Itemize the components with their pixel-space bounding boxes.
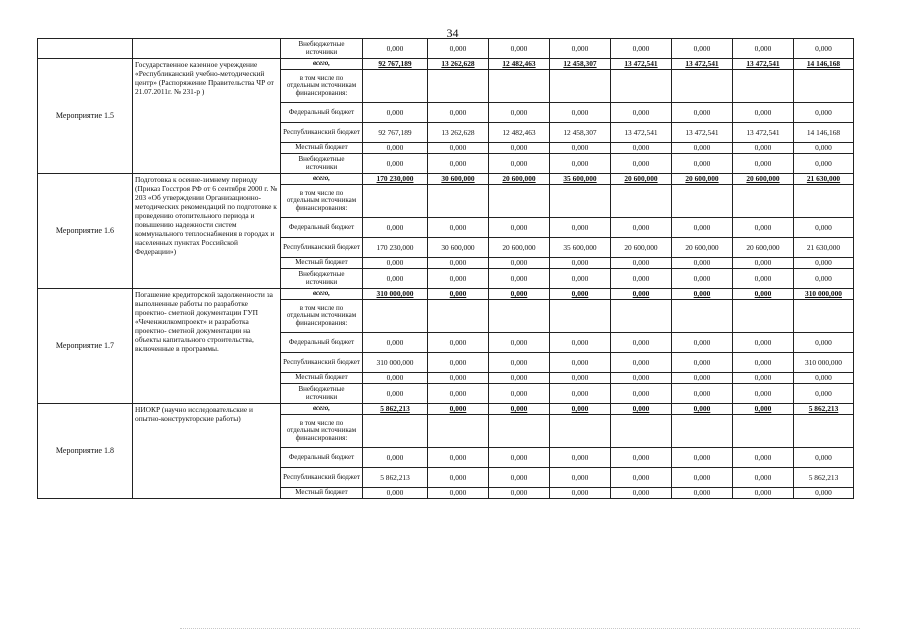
amount-year-cell: 20 600,000 [489, 174, 550, 185]
amount-total-cell: 0,000 [363, 448, 428, 468]
amount-year-cell: 13 472,541 [672, 123, 733, 143]
amount-year-cell: 0,000 [489, 218, 550, 238]
amount-year-cell [611, 70, 672, 103]
table-body [38, 39, 854, 499]
amount-total-cell: 310 000,000 [363, 353, 428, 373]
amount-year-cell: 0,000 [672, 468, 733, 488]
faint-footer-line [180, 628, 860, 631]
amount-year-cell: 0,000 [611, 384, 672, 404]
funding-source: Республиканский бюджет [281, 123, 363, 143]
amount-year-cell: 21 630,000 [794, 238, 854, 258]
amount-year-cell: 0,000 [611, 468, 672, 488]
amount-year-cell [550, 300, 611, 333]
amount-year-cell: 20 600,000 [489, 238, 550, 258]
funding-source: в том числе по отдельным источникам финансирования: [281, 300, 363, 333]
amount-year-cell [428, 415, 489, 448]
amount-year-cell: 0,000 [489, 154, 550, 174]
amount-year-cell: 0,000 [550, 154, 611, 174]
amount-year-cell: 0,000 [428, 143, 489, 154]
activity-cell-empty [38, 39, 133, 59]
funding-source: Местный бюджет [281, 488, 363, 499]
amount-year-cell: 0,000 [672, 353, 733, 373]
amount-total-cell: 0,000 [363, 258, 428, 269]
amount-year-cell: 0,000 [733, 258, 794, 269]
amount-year-cell: 310 000,000 [794, 353, 854, 373]
amount-year-cell: 0,000 [733, 448, 794, 468]
amount-year-cell: 5 862,213 [794, 404, 854, 415]
amount-year-cell: 0,000 [428, 289, 489, 300]
amount-year-cell: 0,000 [550, 269, 611, 289]
amount-year-cell [733, 300, 794, 333]
amount-total-cell: 0,000 [363, 373, 428, 384]
amount-year-cell: 30 600,000 [428, 174, 489, 185]
amount-year-cell: 0,000 [611, 143, 672, 154]
amount-year-cell: 0,000 [489, 269, 550, 289]
funding-source: Республиканский бюджет [281, 353, 363, 373]
amount-year-cell: 30 600,000 [428, 238, 489, 258]
amount-year-cell [672, 185, 733, 218]
amount-total-cell: 310 000,000 [363, 289, 428, 300]
amount-year-cell: 0,000 [733, 154, 794, 174]
amount-year-cell: 0,000 [794, 218, 854, 238]
amount-year-cell: 0,000 [794, 269, 854, 289]
amount-year-cell [794, 415, 854, 448]
amount-year-cell: 0,000 [550, 384, 611, 404]
amount-year-cell: 0,000 [672, 373, 733, 384]
amount-year-cell: 0,000 [550, 468, 611, 488]
amount-year-cell: 0,000 [611, 448, 672, 468]
amount-year-cell: 0,000 [794, 258, 854, 269]
funding-source: в том числе по отдельным источникам финансирования: [281, 70, 363, 103]
funding-source: Федеральный бюджет [281, 218, 363, 238]
amount-year-cell: 0,000 [794, 143, 854, 154]
funding-source: в том числе по отдельным источникам финансирования: [281, 185, 363, 218]
amount-year-cell: 0,000 [672, 258, 733, 269]
amount-year-cell: 20 600,000 [611, 174, 672, 185]
amount-year-cell: 0,000 [794, 333, 854, 353]
amount-year-cell: 20 600,000 [672, 238, 733, 258]
amount-total-cell: 170 230,000 [363, 174, 428, 185]
amount-year-cell: 20 600,000 [733, 174, 794, 185]
description-cell-empty [133, 39, 281, 59]
amount-year-cell [672, 415, 733, 448]
amount-year-cell: 0,000 [428, 333, 489, 353]
amount-year-cell: 0,000 [428, 103, 489, 123]
amount-total-cell: 0,000 [363, 103, 428, 123]
amount-year-cell [428, 300, 489, 333]
amount-total-cell [363, 70, 428, 103]
amount-year-cell: 0,000 [794, 488, 854, 499]
amount-year-cell: 0,000 [489, 488, 550, 499]
funding-source: Федеральный бюджет [281, 448, 363, 468]
funding-source: Внебюджетные источники [281, 154, 363, 174]
funding-source: Внебюджетные источники [281, 269, 363, 289]
amount-year-cell: 0,000 [489, 333, 550, 353]
amount-year-cell [428, 70, 489, 103]
amount-year-cell [794, 185, 854, 218]
amount-year-cell: 14 146,168 [794, 123, 854, 143]
amount-year-cell: 12 458,307 [550, 123, 611, 143]
funding-source: Республиканский бюджет [281, 238, 363, 258]
amount-year-cell: 0,000 [733, 218, 794, 238]
table-row [38, 174, 854, 185]
funding-source: Федеральный бюджет [281, 103, 363, 123]
amount-year-cell: 0,000 [672, 103, 733, 123]
amount-year-cell: 0,000 [489, 258, 550, 269]
amount-year-cell: 0,000 [428, 353, 489, 373]
amount-year-cell: 0,000 [733, 404, 794, 415]
amount-year-cell [611, 415, 672, 448]
amount-year-cell: 0,000 [611, 289, 672, 300]
amount-year-cell: 0,000 [611, 404, 672, 415]
amount-total-cell: 5 862,213 [363, 468, 428, 488]
amount-year-cell: 0,000 [489, 143, 550, 154]
amount-year-cell: 20 600,000 [672, 174, 733, 185]
activity-description: Погашение кредиторской задолженности за выполненные работы по разработке проектно- сметной документации ГУП «Чеченжилкомпроект» и разработка проектно- сметной документации на объекты капитального строительства, включенные в программы. [133, 289, 281, 404]
amount-year-cell: 0,000 [611, 333, 672, 353]
amount-year-cell: 35 600,000 [550, 174, 611, 185]
amount-total-cell: 92 767,189 [363, 59, 428, 70]
amount-year-cell [672, 300, 733, 333]
table-row [38, 289, 854, 300]
amount-year-cell: 0,000 [550, 488, 611, 499]
activity-name: Мероприятие 1.7 [38, 289, 133, 404]
amount-year-cell [733, 70, 794, 103]
amount-year-cell [794, 70, 854, 103]
amount-year-cell: 0,000 [550, 404, 611, 415]
amount-year-cell: 0,000 [794, 39, 854, 59]
amount-total-cell [363, 300, 428, 333]
funding-source: в том числе по отдельным источникам финансирования: [281, 415, 363, 448]
funding-source: Местный бюджет [281, 258, 363, 269]
amount-year-cell: 0,000 [794, 384, 854, 404]
funding-source: всего, [281, 404, 363, 415]
amount-total-cell [363, 415, 428, 448]
amount-year-cell [489, 185, 550, 218]
page-number: 34 [446, 26, 459, 40]
amount-year-cell: 35 600,000 [550, 238, 611, 258]
funding-source: Федеральный бюджет [281, 333, 363, 353]
amount-year-cell: 0,000 [794, 154, 854, 174]
amount-year-cell [428, 185, 489, 218]
amount-year-cell [550, 70, 611, 103]
amount-total-cell: 0,000 [363, 154, 428, 174]
amount-total-cell: 92 767,189 [363, 123, 428, 143]
funding-source: Республиканский бюджет [281, 468, 363, 488]
amount-total-cell: 0,000 [363, 488, 428, 499]
amount-year-cell: 5 862,213 [794, 468, 854, 488]
amount-year-cell: 0,000 [794, 373, 854, 384]
funding-source: Внебюджетные источники [281, 39, 363, 59]
activity-description: Подготовка к осенне-зимнему периоду (Приказ Госстроя РФ от 6 сентября 2000 г. № 203 «Об утверждении Организационно-методических рекомендаций по подготовке к проведению отопительного периода и повышению надежности систем коммунального теплоснабжения в городах и населенных пунктах Российской Федерации») [133, 174, 281, 289]
funding-source: Внебюджетные источники [281, 384, 363, 404]
activity-name: Мероприятие 1.5 [38, 59, 133, 174]
amount-year-cell: 0,000 [733, 468, 794, 488]
amount-year-cell [733, 415, 794, 448]
amount-year-cell: 0,000 [611, 353, 672, 373]
amount-year-cell: 0,000 [428, 468, 489, 488]
amount-year-cell: 0,000 [733, 353, 794, 373]
amount-year-cell [489, 300, 550, 333]
funding-source: всего, [281, 289, 363, 300]
amount-year-cell: 0,000 [672, 39, 733, 59]
amount-year-cell [733, 185, 794, 218]
amount-year-cell: 0,000 [489, 373, 550, 384]
amount-year-cell: 0,000 [428, 218, 489, 238]
funding-source: всего, [281, 59, 363, 70]
amount-year-cell: 0,000 [489, 103, 550, 123]
amount-total-cell: 170 230,000 [363, 238, 428, 258]
amount-year-cell: 20 600,000 [611, 238, 672, 258]
amount-year-cell: 0,000 [672, 448, 733, 468]
amount-year-cell: 0,000 [428, 488, 489, 499]
amount-year-cell: 0,000 [428, 269, 489, 289]
amount-year-cell [611, 185, 672, 218]
amount-total-cell: 0,000 [363, 39, 428, 59]
amount-year-cell: 12 482,463 [489, 59, 550, 70]
amount-year-cell: 0,000 [733, 488, 794, 499]
amount-year-cell: 0,000 [611, 39, 672, 59]
amount-year-cell: 0,000 [428, 373, 489, 384]
amount-year-cell: 0,000 [550, 103, 611, 123]
amount-total-cell: 0,000 [363, 143, 428, 154]
amount-year-cell: 21 630,000 [794, 174, 854, 185]
amount-year-cell: 0,000 [794, 448, 854, 468]
activity-name: Мероприятие 1.8 [38, 404, 133, 499]
amount-year-cell: 0,000 [672, 289, 733, 300]
amount-year-cell [489, 415, 550, 448]
amount-year-cell: 0,000 [550, 448, 611, 468]
amount-year-cell [672, 70, 733, 103]
activity-description: НИОКР (научно исследовательские и опытно-конструкторские работы) [133, 404, 281, 499]
amount-year-cell [550, 185, 611, 218]
activity-name: Мероприятие 1.6 [38, 174, 133, 289]
amount-year-cell: 0,000 [489, 289, 550, 300]
amount-year-cell: 0,000 [611, 488, 672, 499]
amount-year-cell: 0,000 [672, 143, 733, 154]
table-row [38, 59, 854, 70]
amount-year-cell: 0,000 [672, 218, 733, 238]
amount-year-cell: 20 600,000 [733, 238, 794, 258]
amount-year-cell: 0,000 [428, 384, 489, 404]
amount-year-cell: 0,000 [733, 103, 794, 123]
amount-year-cell: 0,000 [611, 218, 672, 238]
amount-year-cell: 0,000 [489, 384, 550, 404]
amount-year-cell: 0,000 [550, 39, 611, 59]
amount-year-cell: 0,000 [733, 333, 794, 353]
amount-total-cell: 0,000 [363, 218, 428, 238]
amount-year-cell: 0,000 [550, 373, 611, 384]
amount-year-cell: 0,000 [672, 333, 733, 353]
amount-year-cell: 0,000 [672, 269, 733, 289]
amount-year-cell: 0,000 [550, 218, 611, 238]
amount-total-cell: 0,000 [363, 384, 428, 404]
amount-year-cell: 13 472,541 [611, 59, 672, 70]
amount-year-cell: 0,000 [733, 39, 794, 59]
amount-year-cell: 13 262,628 [428, 59, 489, 70]
amount-year-cell: 0,000 [428, 448, 489, 468]
funding-source: всего, [281, 174, 363, 185]
amount-year-cell: 12 482,463 [489, 123, 550, 143]
amount-year-cell: 0,000 [550, 143, 611, 154]
amount-year-cell: 0,000 [611, 154, 672, 174]
amount-year-cell: 0,000 [489, 353, 550, 373]
budget-table [37, 38, 854, 499]
amount-year-cell [611, 300, 672, 333]
funding-source: Местный бюджет [281, 373, 363, 384]
amount-year-cell [794, 300, 854, 333]
amount-year-cell: 0,000 [672, 384, 733, 404]
amount-year-cell: 0,000 [489, 404, 550, 415]
amount-year-cell: 0,000 [428, 39, 489, 59]
amount-year-cell: 0,000 [672, 404, 733, 415]
activity-description: Государственное казенное учреждение «Республиканский учебно-методический центр» (Распоряжение Правительства ЧР от 21.07.2011г. № 231-р ) [133, 59, 281, 174]
amount-year-cell: 0,000 [733, 384, 794, 404]
amount-year-cell: 0,000 [733, 143, 794, 154]
amount-year-cell: 0,000 [428, 404, 489, 415]
amount-total-cell: 0,000 [363, 333, 428, 353]
amount-year-cell: 0,000 [489, 468, 550, 488]
amount-year-cell: 0,000 [672, 488, 733, 499]
amount-year-cell: 0,000 [733, 289, 794, 300]
amount-year-cell: 0,000 [489, 39, 550, 59]
amount-year-cell: 12 458,307 [550, 59, 611, 70]
amount-year-cell [489, 70, 550, 103]
amount-year-cell: 0,000 [733, 373, 794, 384]
amount-year-cell: 14 146,168 [794, 59, 854, 70]
amount-year-cell: 13 472,541 [733, 59, 794, 70]
amount-year-cell: 0,000 [550, 258, 611, 269]
amount-year-cell [550, 415, 611, 448]
amount-year-cell: 13 472,541 [611, 123, 672, 143]
amount-total-cell [363, 185, 428, 218]
amount-year-cell: 13 262,628 [428, 123, 489, 143]
amount-year-cell: 0,000 [611, 258, 672, 269]
amount-year-cell: 0,000 [550, 353, 611, 373]
funding-source: Местный бюджет [281, 143, 363, 154]
amount-year-cell: 310 000,000 [794, 289, 854, 300]
amount-year-cell: 13 472,541 [672, 59, 733, 70]
amount-year-cell: 0,000 [611, 103, 672, 123]
amount-total-cell: 0,000 [363, 269, 428, 289]
amount-year-cell: 0,000 [550, 333, 611, 353]
amount-year-cell: 0,000 [611, 373, 672, 384]
amount-total-cell: 5 862,213 [363, 404, 428, 415]
amount-year-cell: 0,000 [733, 269, 794, 289]
amount-year-cell: 13 472,541 [733, 123, 794, 143]
amount-year-cell: 0,000 [794, 103, 854, 123]
amount-year-cell: 0,000 [550, 289, 611, 300]
amount-year-cell: 0,000 [489, 448, 550, 468]
table-row [38, 39, 854, 59]
amount-year-cell: 0,000 [428, 258, 489, 269]
amount-year-cell: 0,000 [672, 154, 733, 174]
amount-year-cell: 0,000 [428, 154, 489, 174]
table-row [38, 404, 854, 415]
amount-year-cell: 0,000 [611, 269, 672, 289]
